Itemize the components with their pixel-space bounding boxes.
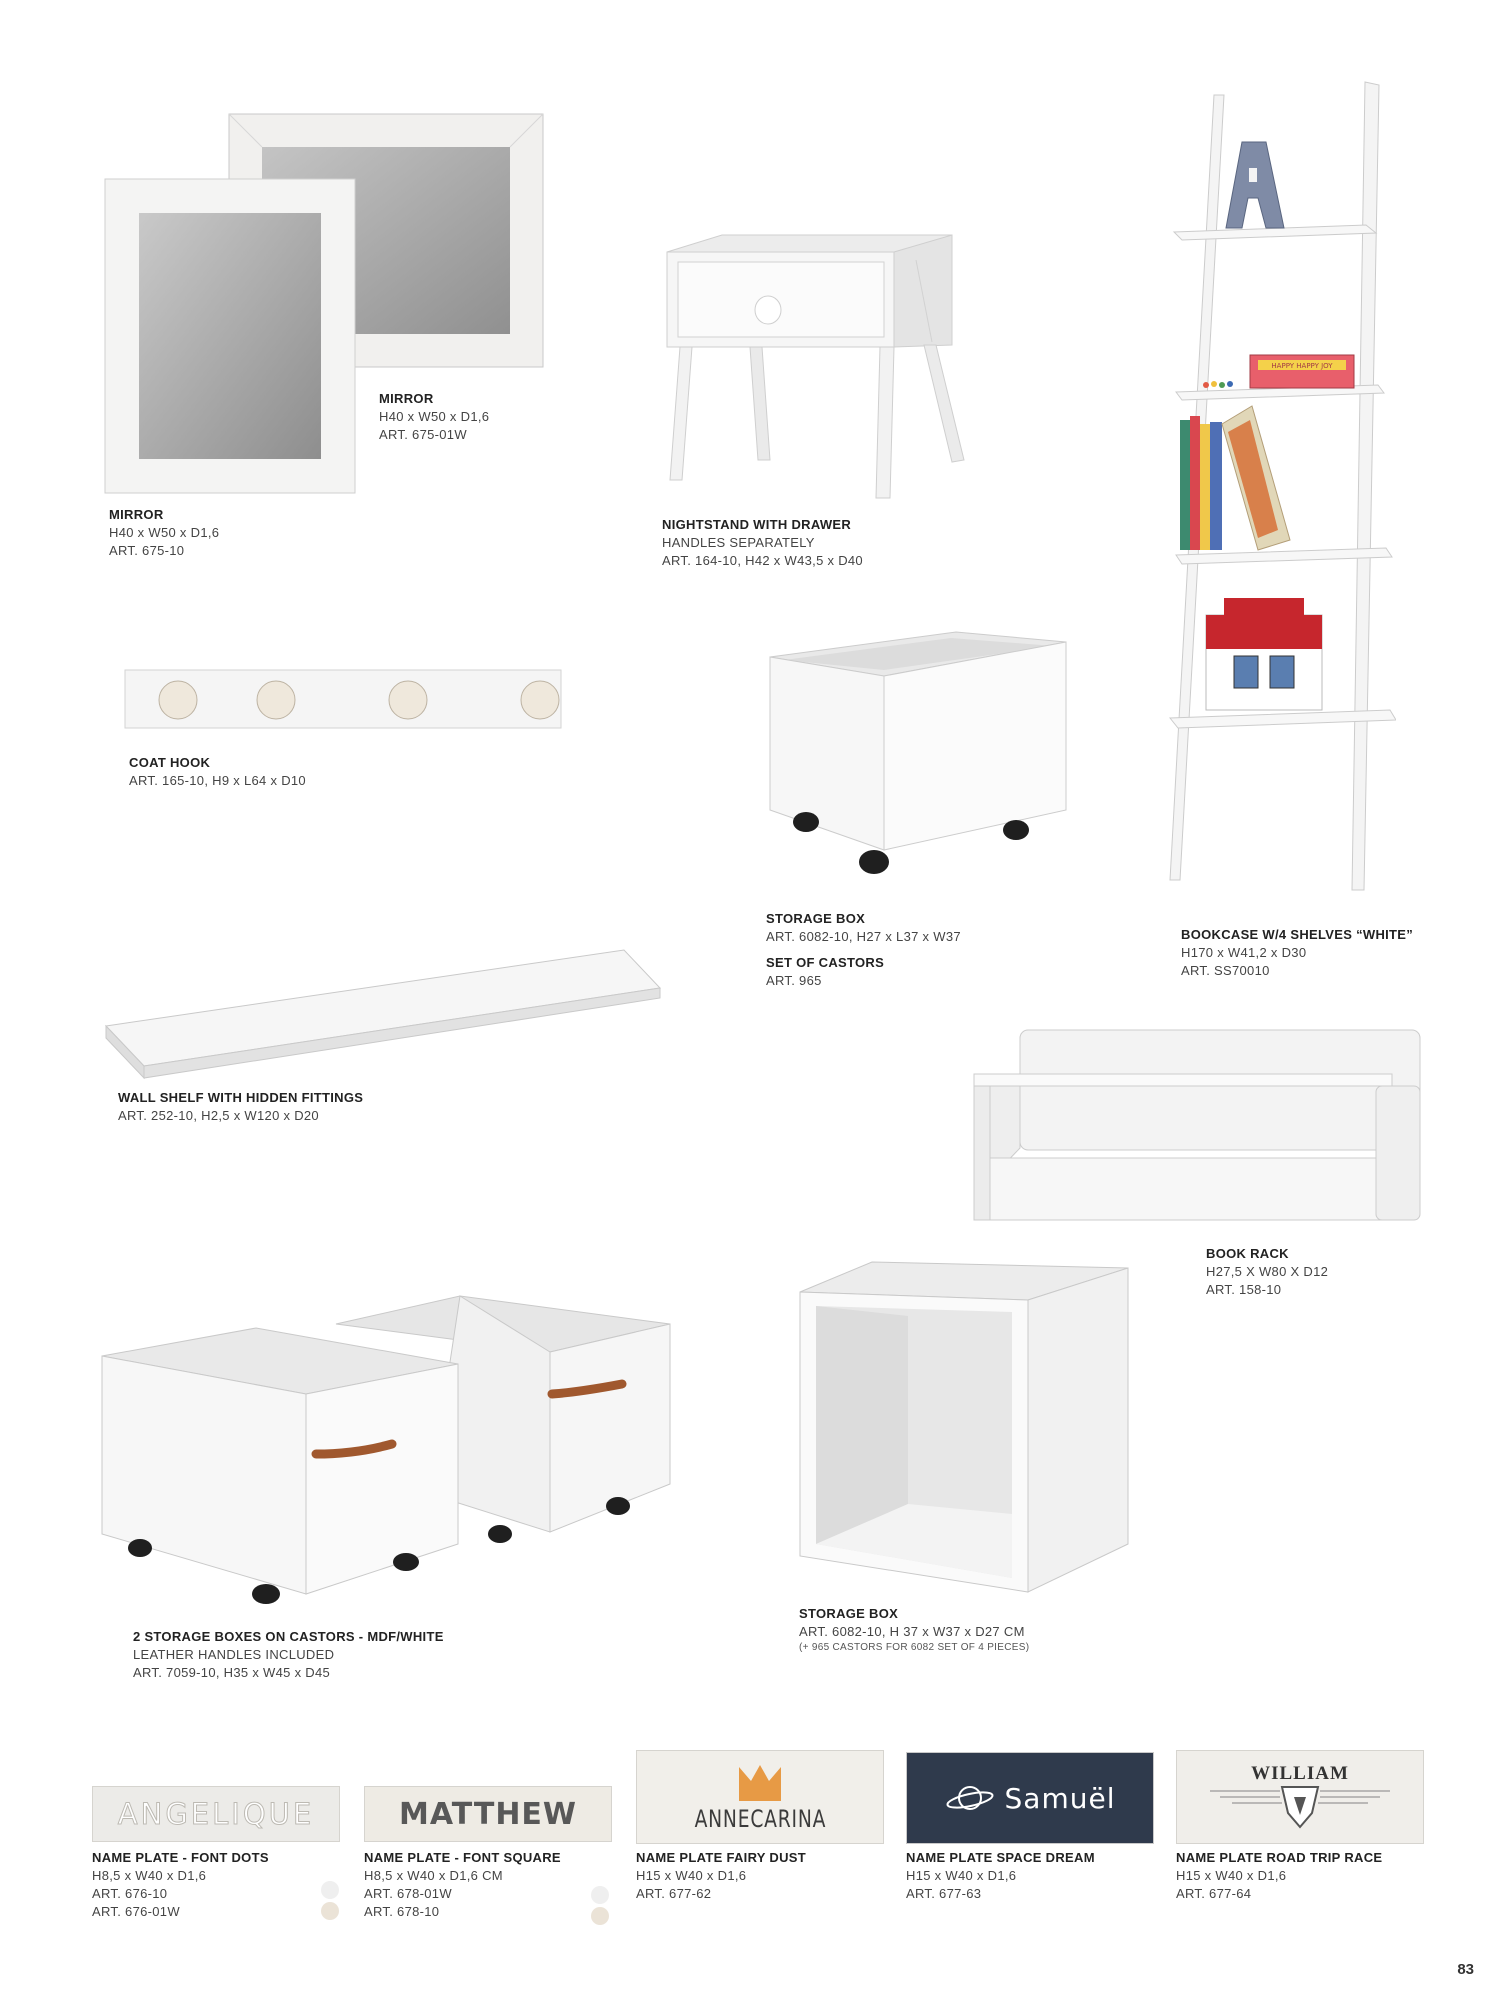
- product-art: ART. 678-10: [364, 1904, 440, 1919]
- color-swatch-white: [591, 1886, 609, 1904]
- name-plate-annecarina: [636, 1750, 884, 1844]
- nightstand-caption: [662, 516, 863, 570]
- name-plate-angelique: [92, 1786, 340, 1842]
- storage-box-open-caption: [799, 1605, 1029, 1655]
- product-note: LEATHER HANDLES INCLUDED: [133, 1647, 335, 1662]
- product-art: ART. 678-01W: [364, 1886, 452, 1901]
- bookcase-caption: [1181, 926, 1413, 980]
- product-title: NAME PLATE ROAD TRIP RACE: [1176, 1850, 1383, 1865]
- product-spec: H8,5 x W40 x D1,6 CM: [364, 1868, 503, 1883]
- product-art: ART. 677-62: [636, 1886, 712, 1901]
- product-title: NAME PLATE - FONT SQUARE: [364, 1850, 561, 1865]
- product-art: ART. 677-64: [1176, 1886, 1252, 1901]
- product-spec: H40 x W50 x D1,6: [379, 409, 490, 424]
- product-art: ART. 675-10: [109, 543, 185, 558]
- product-title: MIRROR: [379, 391, 434, 406]
- tin-box-label: HAPPY HAPPY JOY: [1271, 362, 1333, 370]
- color-swatch-natural: [591, 1907, 609, 1925]
- book-rack-image: [970, 1028, 1422, 1228]
- product-spec: H15 x W40 x D1,6: [1176, 1868, 1287, 1883]
- product-spec: H170 x W41,2 x D30: [1181, 945, 1307, 960]
- product-title: STORAGE BOX: [766, 911, 866, 926]
- product-art: ART. 675-01W: [379, 427, 467, 442]
- product-spec: H15 x W40 x D1,6: [906, 1868, 1017, 1883]
- wall-shelf-caption: [118, 1089, 363, 1125]
- product-art: ART. 676-10: [92, 1886, 168, 1901]
- product-title: BOOK RACK: [1206, 1246, 1289, 1261]
- mirror-caption-b: [109, 506, 219, 560]
- nightstand-image: [662, 230, 972, 502]
- product-art: ART. 252-10, H2,5 x W120 x D20: [118, 1108, 319, 1123]
- product-note: HANDLES SEPARATELY: [662, 535, 815, 550]
- product-title: NIGHTSTAND WITH DRAWER: [662, 517, 852, 532]
- page-number: 83: [1457, 1961, 1474, 1978]
- product-art: ART. 6082-10, H27 x L37 x W37: [766, 929, 961, 944]
- product-title: 2 STORAGE BOXES ON CASTORS - MDF/WHITE: [133, 1629, 444, 1644]
- storage-box-castors-caption: [766, 910, 961, 990]
- plate-name-text: Samuël: [1004, 1781, 1116, 1815]
- plate-name-text: ANNECARINA: [694, 1805, 826, 1833]
- plate-name-text: WILLIAM: [1251, 1763, 1349, 1784]
- shield-wings-icon: [1200, 1785, 1400, 1829]
- product-title: MIRROR: [109, 507, 164, 522]
- product-title: COAT HOOK: [129, 755, 211, 770]
- product-art-castors: ART. 965: [766, 973, 822, 988]
- storage-box-castors-image: [766, 630, 1072, 878]
- planet-icon: [945, 1781, 995, 1815]
- wall-shelf-image: [104, 948, 662, 1080]
- plate-name-text: ANGELIQUE: [117, 1797, 315, 1831]
- two-storage-boxes-image: [100, 1294, 674, 1610]
- coat-hook-image: [124, 668, 562, 732]
- product-title: BOOKCASE W/4 SHELVES “WHITE”: [1181, 927, 1414, 942]
- name-plate-caption-square: [364, 1849, 561, 1921]
- mirror-caption-a: [379, 390, 489, 444]
- product-art: ART. 676-01W: [92, 1904, 180, 1919]
- product-note: (+ 965 CASTORS FOR 6082 SET OF 4 PIECES): [799, 1642, 1030, 1653]
- product-title-castors: SET OF CASTORS: [766, 955, 885, 970]
- storage-box-open-image: [798, 1260, 1130, 1596]
- product-spec: H15 x W40 x D1,6: [636, 1868, 747, 1883]
- product-title: NAME PLATE - FONT DOTS: [92, 1850, 269, 1865]
- product-art: ART. 6082-10, H 37 x W37 x D27 CM: [799, 1624, 1025, 1639]
- crown-icon: [737, 1763, 783, 1803]
- product-spec: H40 x W50 x D1,6: [109, 525, 220, 540]
- product-spec: H8,5 x W40 x D1,6: [92, 1868, 207, 1883]
- mirror-image-front: [104, 178, 356, 494]
- two-storage-boxes-caption: [133, 1628, 444, 1682]
- name-plate-caption-dots: [92, 1849, 269, 1921]
- product-art: ART. 165-10, H9 x L64 x D10: [129, 773, 306, 788]
- product-title: NAME PLATE FAIRY DUST: [636, 1850, 807, 1865]
- name-plate-caption-road: [1176, 1849, 1382, 1903]
- product-title: WALL SHELF WITH HIDDEN FITTINGS: [118, 1090, 364, 1105]
- product-title: NAME PLATE SPACE DREAM: [906, 1850, 1095, 1865]
- product-art: ART. 164-10, H42 x W43,5 x D40: [662, 553, 863, 568]
- book-rack-caption: [1206, 1245, 1328, 1299]
- coat-hook-caption: [129, 754, 306, 790]
- color-swatch-white: [321, 1881, 339, 1899]
- plate-name-text: MATTHEW: [398, 1796, 578, 1832]
- name-plate-samuel: [906, 1752, 1154, 1844]
- product-art: ART. 158-10: [1206, 1282, 1282, 1297]
- product-art: ART. 677-63: [906, 1886, 982, 1901]
- name-plate-william: [1176, 1750, 1424, 1844]
- name-plate-matthew: [364, 1786, 612, 1842]
- product-art: ART. SS70010: [1181, 963, 1270, 978]
- product-art: ART. 7059-10, H35 x W45 x D45: [133, 1665, 331, 1680]
- bookcase-image: [1166, 80, 1396, 895]
- color-swatch-natural: [321, 1902, 339, 1920]
- name-plate-caption-fairy: [636, 1849, 806, 1903]
- product-spec: H27,5 X W80 X D12: [1206, 1264, 1329, 1279]
- product-title: STORAGE BOX: [799, 1606, 899, 1621]
- name-plate-caption-space: [906, 1849, 1095, 1903]
